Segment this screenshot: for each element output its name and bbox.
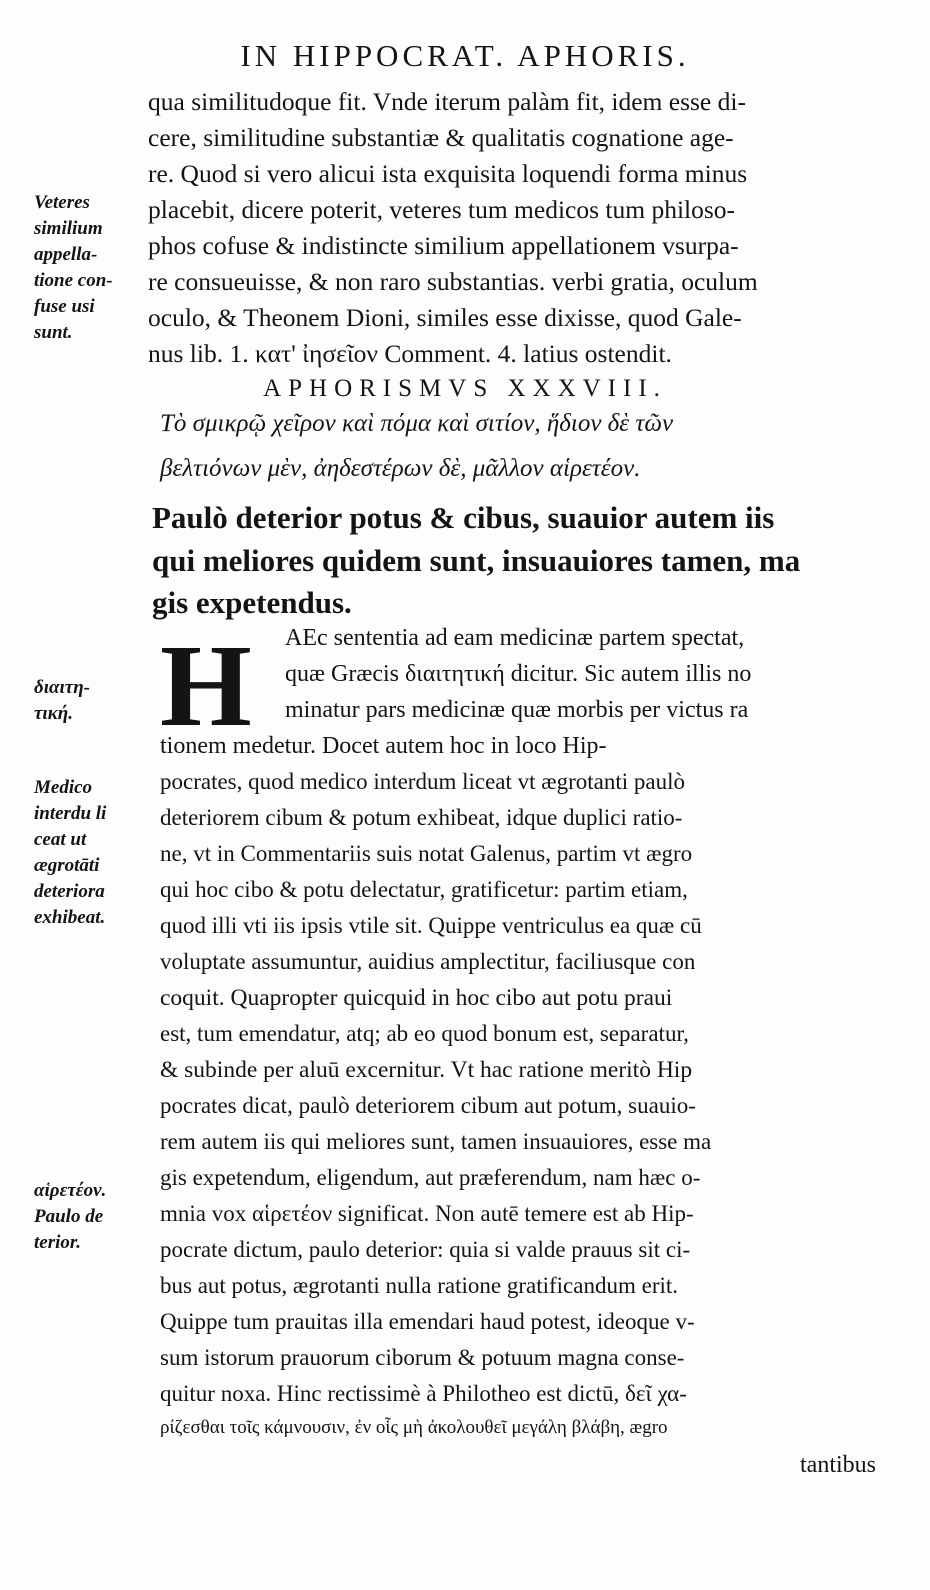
margin-line: terior. bbox=[34, 1232, 81, 1253]
aphorism-line: Paulò deterior potus & cibus, suauior autem iis bbox=[152, 500, 775, 535]
commentary-line: pocrate dictum, paulo deterior: quia si valde prauus sit ci- bbox=[160, 1237, 691, 1262]
margin-line: διαιτη- bbox=[34, 677, 90, 698]
commentary-line: quitur noxa. Hinc rectissimè à Philotheo est dictū, δεῖ χα- bbox=[160, 1381, 687, 1406]
commentary-line: minatur pars medicinæ quæ morbis per victus ra bbox=[285, 697, 749, 723]
margin-line: interdu li bbox=[34, 803, 107, 824]
catchword: tantibus bbox=[800, 1452, 876, 1478]
margin-line: ægrotāti bbox=[34, 855, 100, 876]
commentary-line: quod illi vti iis ipsis vtile sit. Quippe ventriculus ea quæ cū bbox=[160, 913, 702, 938]
commentary-line: Quippe tum prauitas illa emendari haud potest, ideoque v- bbox=[160, 1309, 695, 1334]
commentary-line: voluptate assumuntur, auidius amplectitur, faciliusque con bbox=[160, 949, 696, 974]
margin-note-veteres bbox=[34, 190, 149, 346]
text-line: phos cofuse & indistincte similium appellationem vsurpa- bbox=[148, 231, 739, 260]
commentary-line: ρίζεσθαι τοῖς κάμνουσιν, ἐν οἷς μὴ ἀκολουθεῖ μεγάλη βλάβη, ægro bbox=[160, 1417, 668, 1438]
commentary-line: pocrates, quod medico interdum liceat vt ægrotanti paulò bbox=[160, 769, 686, 794]
text-line: oculo, & Theonem Dioni, similes esse dixisse, quod Gale- bbox=[148, 303, 742, 332]
margin-note-medico bbox=[34, 775, 149, 931]
aphorism-line: qui meliores quidem sunt, insuauiores tamen, ma bbox=[152, 543, 801, 578]
text-line: re. Quod si vero alicui ista exquisita loquendi forma minus bbox=[148, 159, 748, 188]
commentary-line: ne, vt in Commentariis suis notat Galenus, partim vt ægro bbox=[160, 841, 693, 866]
commentary-line: qui hoc cibo & potu delectatur, gratificetur: partim etiam, bbox=[160, 877, 688, 902]
intro-paragraph bbox=[148, 84, 888, 372]
margin-line: tione con- bbox=[34, 270, 113, 291]
margin-line: deteriora bbox=[34, 881, 105, 902]
commentary-line: tionem medetur. Docet autem hoc in loco Hip- bbox=[160, 733, 607, 759]
margin-line: appella- bbox=[34, 244, 98, 265]
commentary-line: & subinde per aluū excernitur. Vt hac ratione meritò Hip bbox=[160, 1057, 693, 1083]
margin-line: τική. bbox=[34, 703, 73, 724]
commentary-line: mnia vox αἱρετέον significat. Non autē temere est ab Hip- bbox=[160, 1201, 694, 1226]
margin-note-diaitetike bbox=[34, 675, 149, 727]
commentary-line: gis expetendum, eligendum, aut præferendum, nam hæc o- bbox=[160, 1165, 701, 1190]
commentary-line: quæ Græcis διαιτητική dicitur. Sic autem illis no bbox=[285, 661, 752, 687]
drop-cap: H bbox=[160, 620, 252, 751]
margin-note-hairetean bbox=[34, 1178, 149, 1256]
text-line: placebit, dicere poterit, veteres tum medicos tum philoso- bbox=[148, 195, 736, 224]
margin-line: αἱρετέον. bbox=[34, 1180, 107, 1201]
greek-line: βελτιόνων μὲν, ἀηδεστέρων δὲ, μᾶλλον αἱρετέον. bbox=[160, 455, 641, 482]
margin-line: fuse usi bbox=[34, 296, 95, 317]
commentary-line: AEc sententia ad eam medicinæ partem spectat, bbox=[285, 625, 745, 651]
commentary-line: bus aut potus, ægrotanti nulla ratione gratificandum erit. bbox=[160, 1273, 679, 1298]
margin-line: sunt. bbox=[34, 322, 73, 343]
aphorism-line: gis expetendus. bbox=[152, 585, 352, 620]
margin-line: exhibeat. bbox=[34, 907, 106, 928]
text-line: qua similitudoque fit. Vnde iterum palàm fit, idem esse di- bbox=[148, 87, 746, 116]
greek-line: Τὸ σμικρῷ χεῖρον καὶ πόμα καὶ σιτίον, ἥδιον δὲ τῶν bbox=[160, 410, 674, 437]
text-line: cere, similitudine substantiæ & qualitatis cognatione age- bbox=[148, 123, 734, 152]
running-header: IN HIPPOCRAT. APHORIS. bbox=[240, 38, 690, 73]
commentary-line: pocrates dicat, paulò deteriorem cibum aut potum, suauio- bbox=[160, 1093, 696, 1118]
commentary-line: est, tum emendatur, atq; ab eo quod bonum est, separatur, bbox=[160, 1021, 689, 1046]
margin-line: Medico bbox=[34, 777, 93, 798]
text-line: nus lib. 1. κατ' ἰησεῖον Comment. 4. latius ostendit. bbox=[148, 339, 672, 368]
margin-line: Paulo de bbox=[34, 1206, 104, 1227]
margin-line: similium bbox=[34, 218, 103, 239]
commentary-line: sum istorum prauorum ciborum & potuum magna conse- bbox=[160, 1345, 685, 1370]
text-line: re consueuisse, & non raro substantias. verbi gratia, oculum bbox=[148, 267, 758, 296]
margin-line: ceat ut bbox=[34, 829, 87, 850]
commentary-line: coquit. Quapropter quicquid in hoc cibo aut potu praui bbox=[160, 985, 673, 1011]
margin-line: Veteres bbox=[34, 192, 90, 213]
commentary-line: rem autem iis qui meliores sunt, tamen insuauiores, esse ma bbox=[160, 1129, 712, 1154]
commentary-line: deteriorem cibum & potum exhibeat, idque duplici ratio- bbox=[160, 805, 683, 830]
aphorism-title: APHORISMVS XXXVIII. bbox=[263, 375, 667, 402]
